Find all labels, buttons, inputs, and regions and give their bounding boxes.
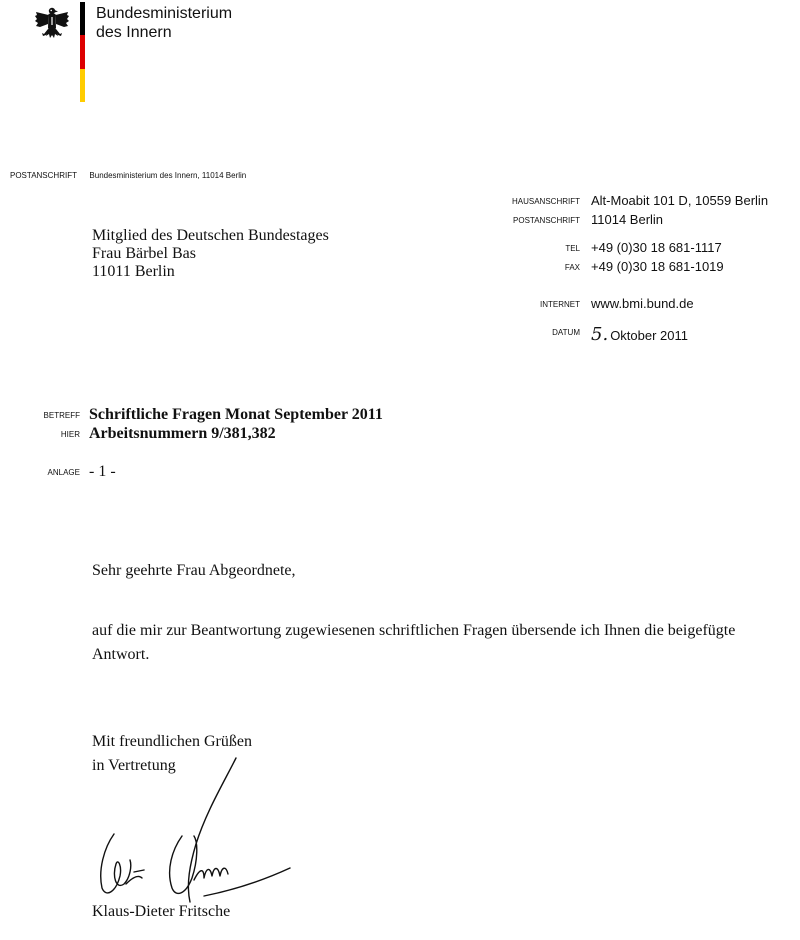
return-address-label: POSTANSCHRIFT: [10, 171, 77, 180]
info-value: Alt-Moabit 101 D, 10559 Berlin: [591, 193, 769, 208]
return-address-value: Bundesministerium des Innern, 11014 Berlin: [89, 171, 247, 180]
handwritten-day: 5.: [591, 324, 609, 345]
info-value: 11014 Berlin: [591, 212, 664, 227]
info-value: +49 (0)30 18 681-1019: [591, 259, 724, 274]
info-label: POSTANSCHRIFT: [513, 216, 580, 225]
signature: [86, 752, 306, 922]
recipient-line-2: Frau Bärbel Bas: [92, 245, 196, 262]
info-label: TEL: [565, 244, 580, 253]
flag-stripe-gold: [80, 69, 85, 102]
info-postanschrift: [460, 212, 790, 230]
recipient-address: [92, 227, 329, 281]
info-value: +49 (0)30 18 681-1117: [591, 240, 722, 255]
subject-betreff: [0, 406, 800, 426]
subject-label: BETREFF: [43, 411, 80, 420]
subject-hier: [0, 425, 800, 445]
subject-value: Schriftliche Fragen Monat September 2011: [89, 406, 383, 423]
subject-value: - 1 -: [89, 463, 116, 480]
closing-line-1: Mit freundlichen Grüßen: [92, 733, 252, 750]
flag-stripe-red: [80, 35, 85, 68]
subject-label: HIER: [60, 430, 80, 439]
subject-label: ANLAGE: [47, 468, 80, 477]
federal-eagle-icon: [34, 4, 70, 44]
info-datum: [460, 324, 790, 345]
info-tel: [460, 240, 790, 258]
info-fax: [460, 259, 790, 277]
info-label: HAUSANSCHRIFT: [511, 197, 580, 206]
flag-stripe-black: [80, 2, 85, 35]
info-label: FAX: [564, 263, 580, 272]
ministry-line-1: Bundesministerium: [96, 5, 233, 22]
recipient-line-1: Mitglied des Deutschen Bundestages: [92, 227, 329, 244]
signer-name: Klaus-Dieter Fritsche: [92, 903, 231, 920]
letter-body: auf die mir zur Beantwortung zugewiesenen schriftlichen Fragen übersende ich Ihnen die beigefügte Antwort.: [92, 622, 736, 663]
subject-anlage: [0, 463, 800, 483]
info-value: www.bmi.bund.de: [591, 296, 694, 311]
info-hausanschrift: [460, 193, 790, 211]
salutation: Sehr geehrte Frau Abgeordnete,: [92, 562, 296, 579]
return-address-line: [10, 165, 246, 183]
info-internet: [460, 296, 790, 314]
closing-line-2: in Vertretung: [92, 757, 176, 774]
recipient-line-3: 11011 Berlin: [92, 263, 175, 280]
info-value: [591, 324, 688, 345]
subject-value: Arbeitsnummern 9/381,382: [89, 425, 276, 442]
flag-bar: [80, 2, 85, 102]
info-label: INTERNET: [540, 300, 580, 309]
date-month-year: Oktober 2011: [610, 328, 688, 343]
ministry-name: [96, 4, 232, 42]
info-label: DATUM: [552, 328, 580, 337]
ministry-line-2: des Innern: [96, 24, 172, 41]
